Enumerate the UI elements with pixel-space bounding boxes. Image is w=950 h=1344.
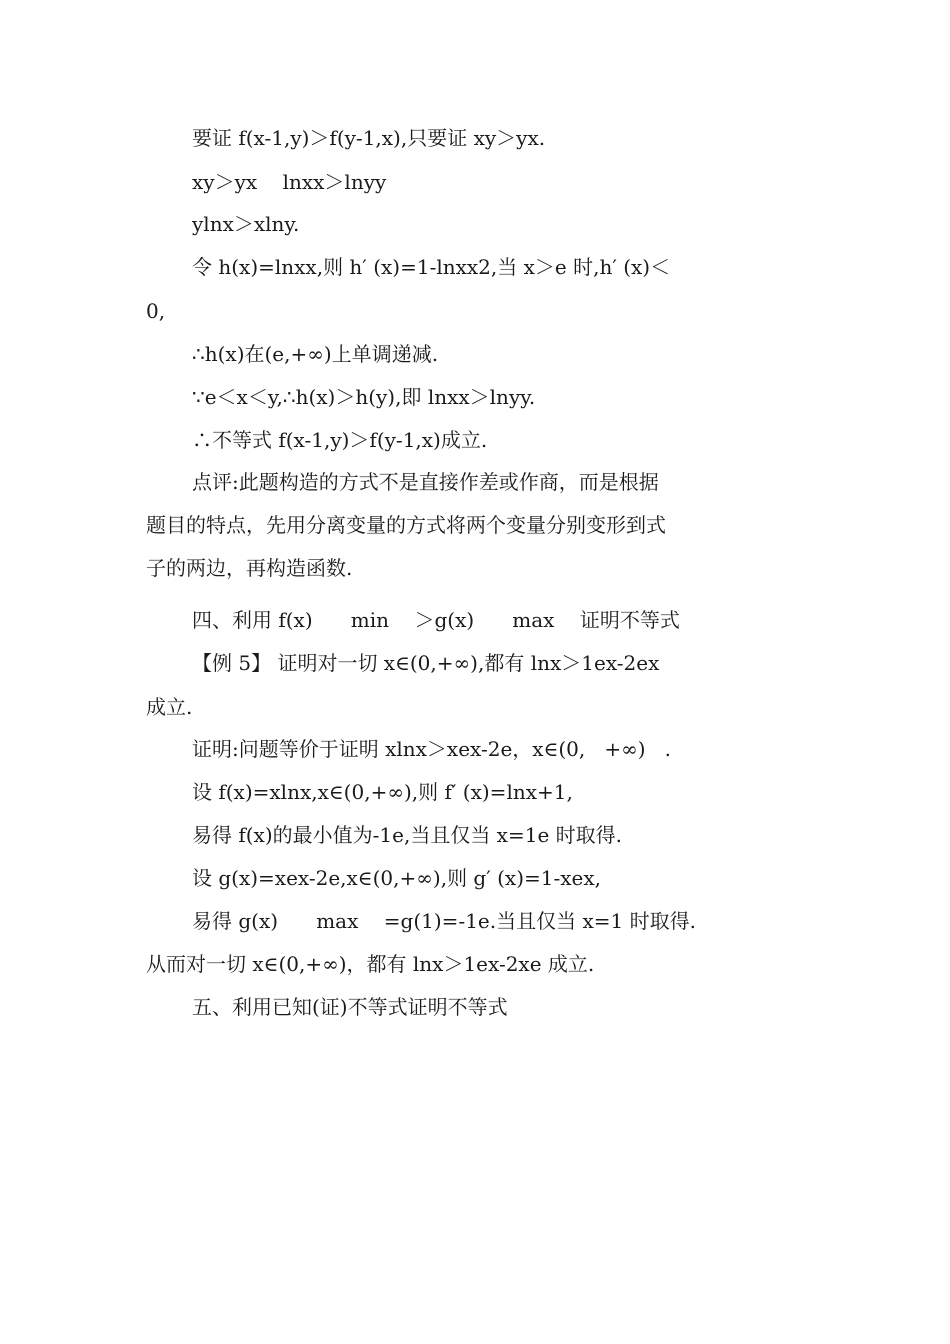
proof-line: 易得 g(x) max =g(1)=-1e.当且仅当 x=1 时取得.	[192, 909, 696, 933]
proof-line: 设 f(x)=xlnx,x∈(0,+∞),则 f′ (x)=lnx+1,	[192, 780, 573, 804]
text-line: xy＞yx lnxx＞lnyy	[192, 170, 387, 194]
proof-line: 证明:问题等价于证明 xlnx＞xex-2e，x∈(0, +∞) .	[192, 737, 671, 761]
text-line: 要证 f(x-1,y)＞f(y-1,x),只要证 xy＞yx.	[192, 126, 546, 150]
proof-line: 从而对一切 x∈(0,+∞)，都有 lnx＞1ex-2xe 成立.	[146, 952, 595, 976]
text-line: 成立.	[146, 695, 193, 719]
text-line: ylnx＞xlny.	[192, 212, 300, 236]
section-heading: 四、利用 f(x) min ＞g(x) max 证明不等式	[192, 608, 680, 632]
proof-line: 设 g(x)=xex-2e,x∈(0,+∞),则 g′ (x)=1-xex,	[192, 866, 602, 890]
text-line: ∴不等式 f(x-1,y)＞f(y-1,x)成立.	[192, 428, 488, 452]
text-line: 令 h(x)=lnxx,则 h′ (x)=1-lnxx2,当 x＞e 时,h′ (x)＜	[192, 255, 671, 279]
text-line: ∵e＜x＜y,∴h(x)＞h(y),即 lnxx＞lnyy.	[192, 385, 536, 409]
text-line: ∴h(x)在(e,+∞)上单调递减.	[192, 342, 439, 366]
remark-line: 点评:此题构造的方式不是直接作差或作商，而是根据	[192, 470, 659, 494]
example-title: 【例 5】 证明对一切 x∈(0,+∞),都有 lnx＞1ex-2ex	[192, 651, 660, 675]
proof-line: 易得 f(x)的最小值为-1e,当且仅当 x=1e 时取得.	[192, 823, 622, 847]
remark-line: 子的两边，再构造函数.	[146, 556, 353, 580]
text-line: 0,	[146, 299, 166, 323]
section-heading: 五、利用已知(证)不等式证明不等式	[192, 995, 508, 1019]
remark-line: 题目的特点，先用分离变量的方式将两个变量分别变形到式	[146, 513, 666, 537]
